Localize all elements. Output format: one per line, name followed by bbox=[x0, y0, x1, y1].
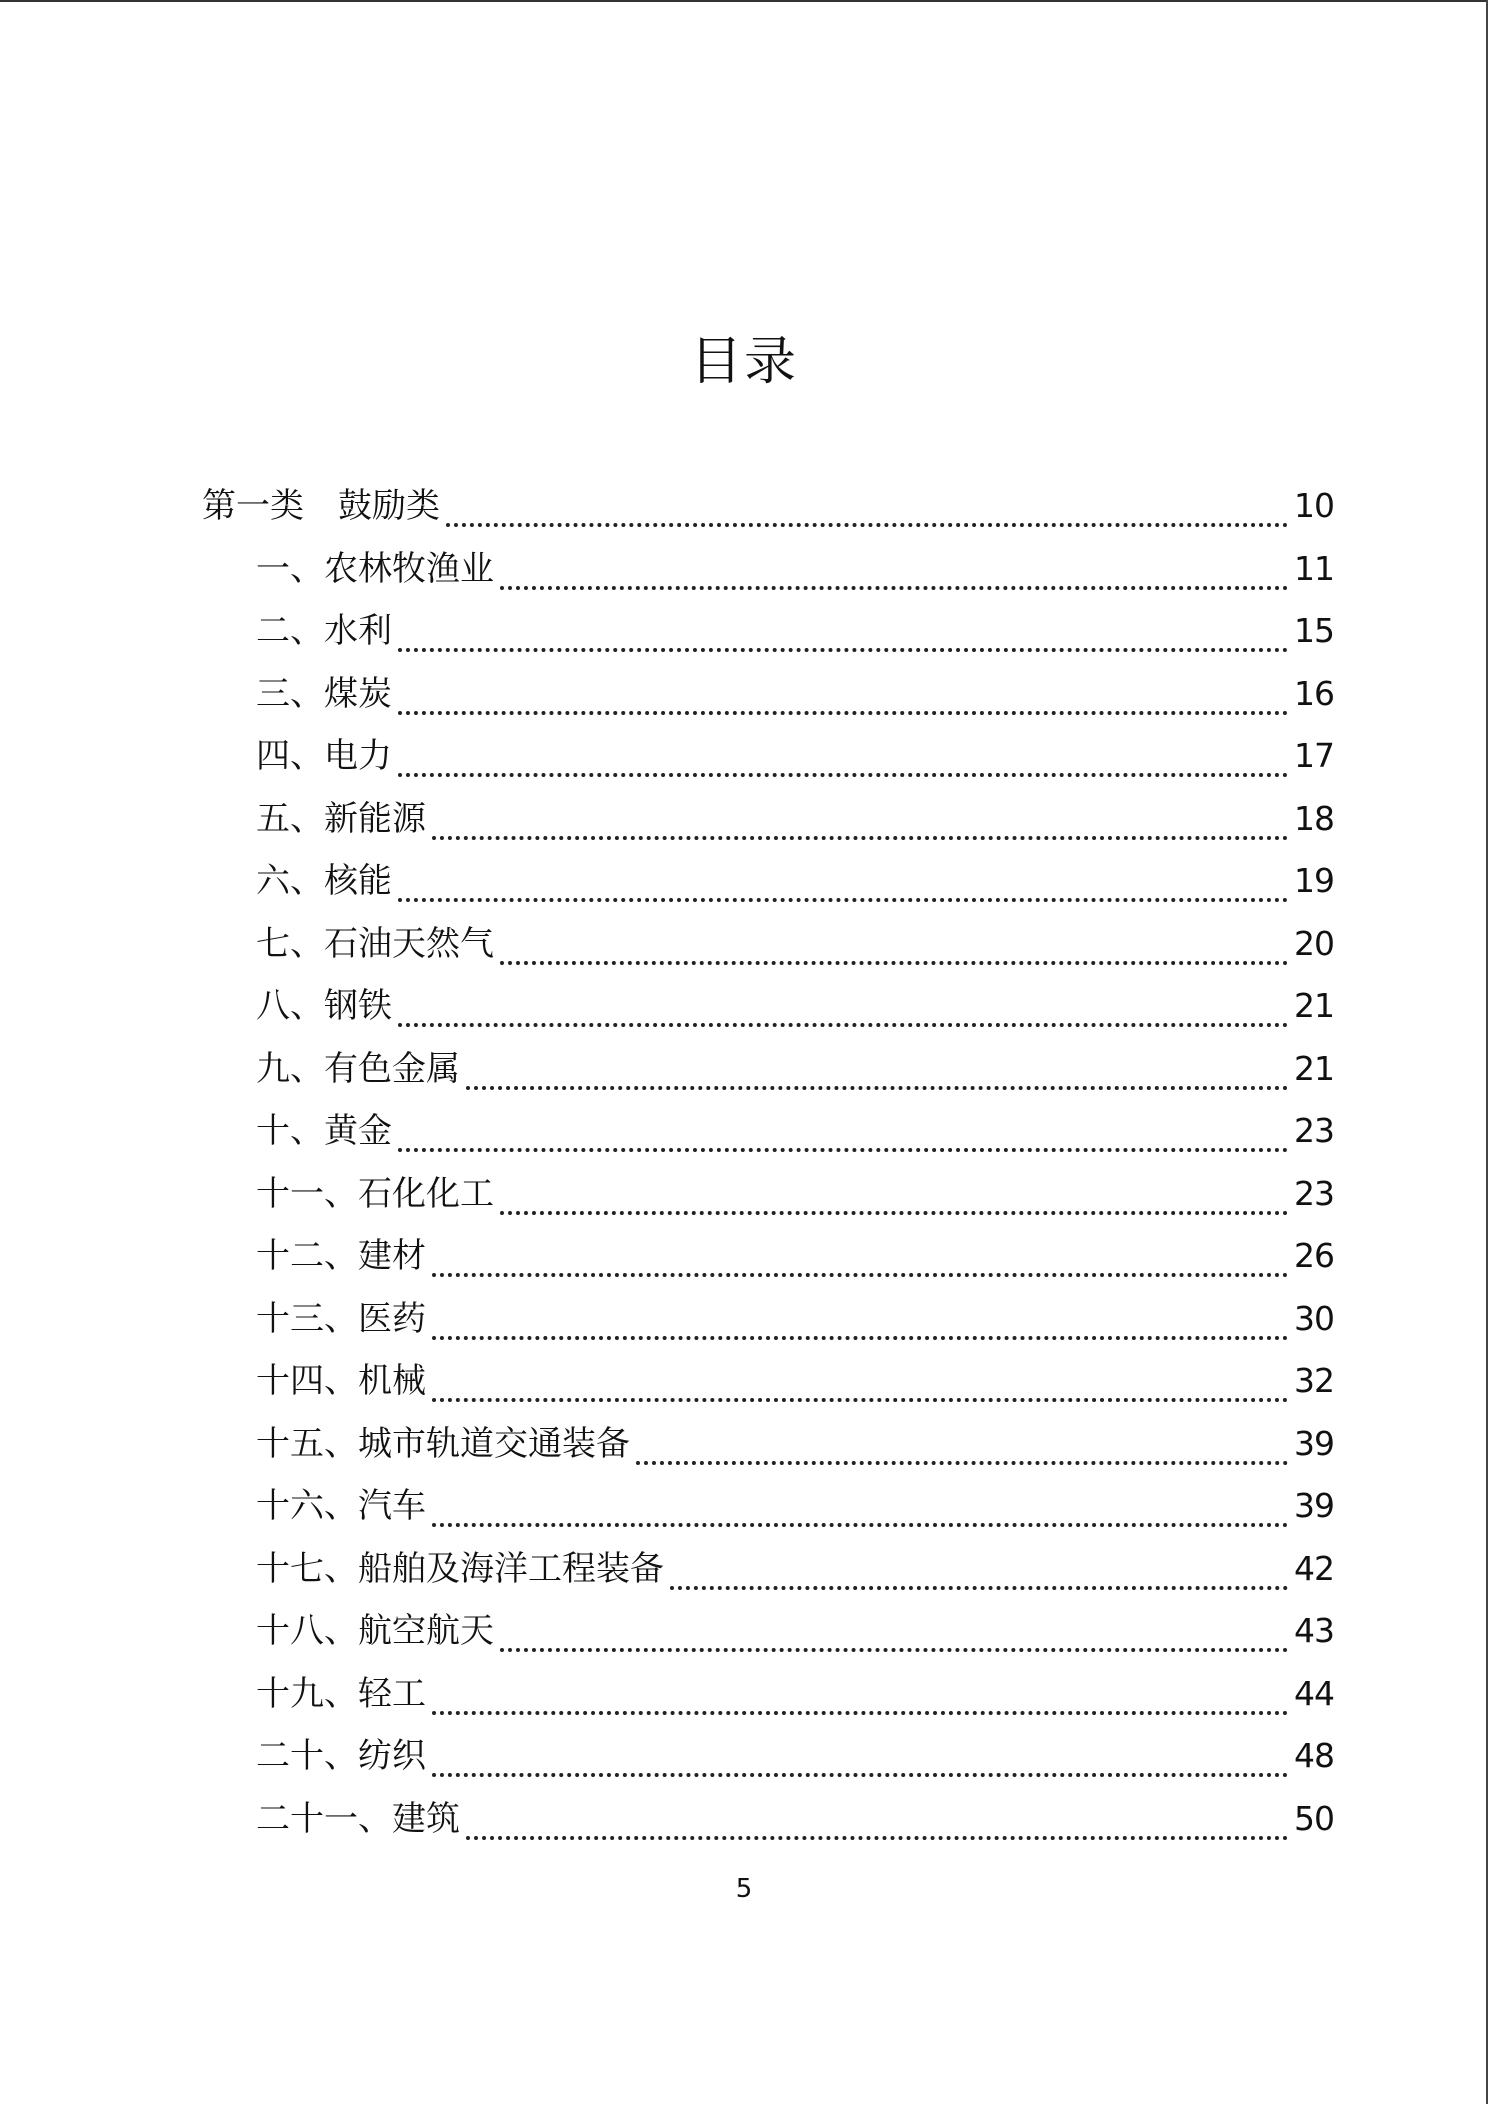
toc-leader-dots bbox=[398, 743, 1288, 777]
toc-entry[interactable] bbox=[256, 1538, 1334, 1600]
toc-entry[interactable] bbox=[256, 850, 1334, 912]
toc-entry-page: 30 bbox=[1294, 1298, 1334, 1338]
toc-entry-label: 六、核能 bbox=[256, 861, 392, 901]
toc-entry-label: 十八、航空航天 bbox=[256, 1611, 494, 1651]
toc-leader-dots bbox=[398, 993, 1288, 1027]
page-number: 5 bbox=[735, 1874, 753, 1904]
toc-leader-dots bbox=[432, 1681, 1288, 1715]
toc-entry-label: 三、煤炭 bbox=[256, 673, 392, 714]
toc-entry[interactable] bbox=[256, 1100, 1334, 1162]
toc-entry-page: 23 bbox=[1294, 1111, 1334, 1150]
toc-leader-dots bbox=[432, 1243, 1288, 1277]
toc-entry-label: 十二、建材 bbox=[256, 1236, 426, 1276]
page-border-top bbox=[0, 0, 1488, 2]
toc-entry-page: 21 bbox=[1294, 1048, 1334, 1088]
toc-leader-dots bbox=[432, 806, 1288, 840]
toc-section-heading[interactable] bbox=[202, 475, 1334, 537]
toc-entry[interactable] bbox=[256, 538, 1334, 600]
toc-leader-dots bbox=[432, 1743, 1288, 1777]
toc-entry-page: 17 bbox=[1294, 736, 1334, 775]
toc-entry[interactable] bbox=[256, 725, 1334, 787]
toc-leader-dots bbox=[636, 1431, 1288, 1465]
toc-entry-label: 八、钢铁 bbox=[256, 986, 392, 1026]
toc-leader-dots bbox=[398, 1118, 1288, 1152]
toc-entry-label: 二十、纺织 bbox=[256, 1736, 426, 1776]
toc-entry-page: 23 bbox=[1294, 1173, 1334, 1213]
toc-entry-label: 十一、石化化工 bbox=[256, 1173, 494, 1214]
toc-leader-dots bbox=[398, 868, 1288, 902]
toc-entry-page: 48 bbox=[1294, 1736, 1334, 1775]
toc-entry-label: 十五、城市轨道交通装备 bbox=[256, 1423, 630, 1464]
toc-entry[interactable] bbox=[256, 663, 1334, 725]
toc-entry-page: 18 bbox=[1294, 798, 1334, 838]
toc-entry-label: 十六、汽车 bbox=[256, 1486, 426, 1526]
toc-entry[interactable] bbox=[256, 1163, 1334, 1225]
toc-entry[interactable] bbox=[256, 1288, 1334, 1350]
toc-entry[interactable] bbox=[256, 913, 1334, 975]
toc-entry[interactable] bbox=[256, 600, 1334, 662]
toc-entry-label: 五、新能源 bbox=[256, 798, 426, 839]
toc-entry-page: 10 bbox=[1294, 486, 1334, 525]
toc-entry[interactable] bbox=[256, 1788, 1334, 1850]
toc-leader-dots bbox=[500, 931, 1288, 965]
toc-entry-page: 15 bbox=[1294, 611, 1334, 650]
toc-leader-dots bbox=[398, 618, 1288, 652]
toc-entry[interactable] bbox=[256, 1725, 1334, 1787]
toc-entry-label: 十七、船舶及海洋工程装备 bbox=[256, 1548, 664, 1589]
toc-leader-dots bbox=[670, 1556, 1288, 1590]
toc-entry-page: 32 bbox=[1294, 1361, 1334, 1400]
toc-entry-page: 20 bbox=[1294, 923, 1334, 963]
toc-entry-page: 16 bbox=[1294, 673, 1334, 713]
toc-entry-page: 26 bbox=[1294, 1236, 1334, 1275]
toc-entry-page: 50 bbox=[1294, 1798, 1334, 1838]
toc-entry[interactable] bbox=[256, 1225, 1334, 1287]
toc-entry[interactable] bbox=[256, 1350, 1334, 1412]
toc-leader-dots bbox=[500, 1181, 1288, 1215]
toc-entry-page: 43 bbox=[1294, 1611, 1334, 1650]
toc-entry-label: 九、有色金属 bbox=[256, 1048, 460, 1089]
toc-entry-label: 七、石油天然气 bbox=[256, 923, 494, 964]
toc-entry-page: 11 bbox=[1294, 548, 1334, 588]
toc-entry[interactable] bbox=[256, 1663, 1334, 1725]
toc-leader-dots bbox=[398, 681, 1288, 715]
toc-entry-page: 19 bbox=[1294, 861, 1334, 900]
toc-leader-dots bbox=[432, 1306, 1288, 1340]
toc-leader-dots bbox=[466, 1806, 1288, 1840]
toc-entry[interactable] bbox=[256, 1600, 1334, 1662]
toc-leader-dots bbox=[432, 1493, 1288, 1527]
toc-leader-dots bbox=[432, 1368, 1288, 1402]
toc-leader-dots bbox=[500, 1618, 1288, 1652]
toc-leader-dots bbox=[466, 1056, 1288, 1090]
toc-entry-page: 39 bbox=[1294, 1423, 1334, 1463]
toc-entry-label: 二、水利 bbox=[256, 611, 392, 651]
toc-entry-page: 42 bbox=[1294, 1548, 1334, 1588]
toc-entry[interactable] bbox=[256, 788, 1334, 850]
toc-entry-label: 第一类 鼓励类 bbox=[202, 486, 440, 526]
page-title: 目录 bbox=[689, 332, 798, 392]
toc-entry-label: 十九、轻工 bbox=[256, 1673, 426, 1714]
toc-entry[interactable] bbox=[256, 1038, 1334, 1100]
toc-entry[interactable] bbox=[256, 1413, 1334, 1475]
toc-entry[interactable] bbox=[256, 1475, 1334, 1537]
toc-entry-label: 四、电力 bbox=[256, 736, 392, 776]
toc-entry-label: 十、黄金 bbox=[256, 1111, 392, 1151]
toc-entry[interactable] bbox=[256, 975, 1334, 1037]
toc-entry-label: 一、农林牧渔业 bbox=[256, 548, 494, 589]
toc-leader-dots bbox=[500, 556, 1288, 590]
toc-entry-page: 44 bbox=[1294, 1673, 1334, 1713]
toc-entry-page: 39 bbox=[1294, 1486, 1334, 1525]
toc-leader-dots bbox=[446, 493, 1288, 527]
toc-entry-page: 21 bbox=[1294, 986, 1334, 1025]
toc-entry-label: 十三、医药 bbox=[256, 1298, 426, 1339]
toc-entry-label: 二十一、建筑 bbox=[256, 1798, 460, 1839]
toc-entry-label: 十四、机械 bbox=[256, 1361, 426, 1401]
